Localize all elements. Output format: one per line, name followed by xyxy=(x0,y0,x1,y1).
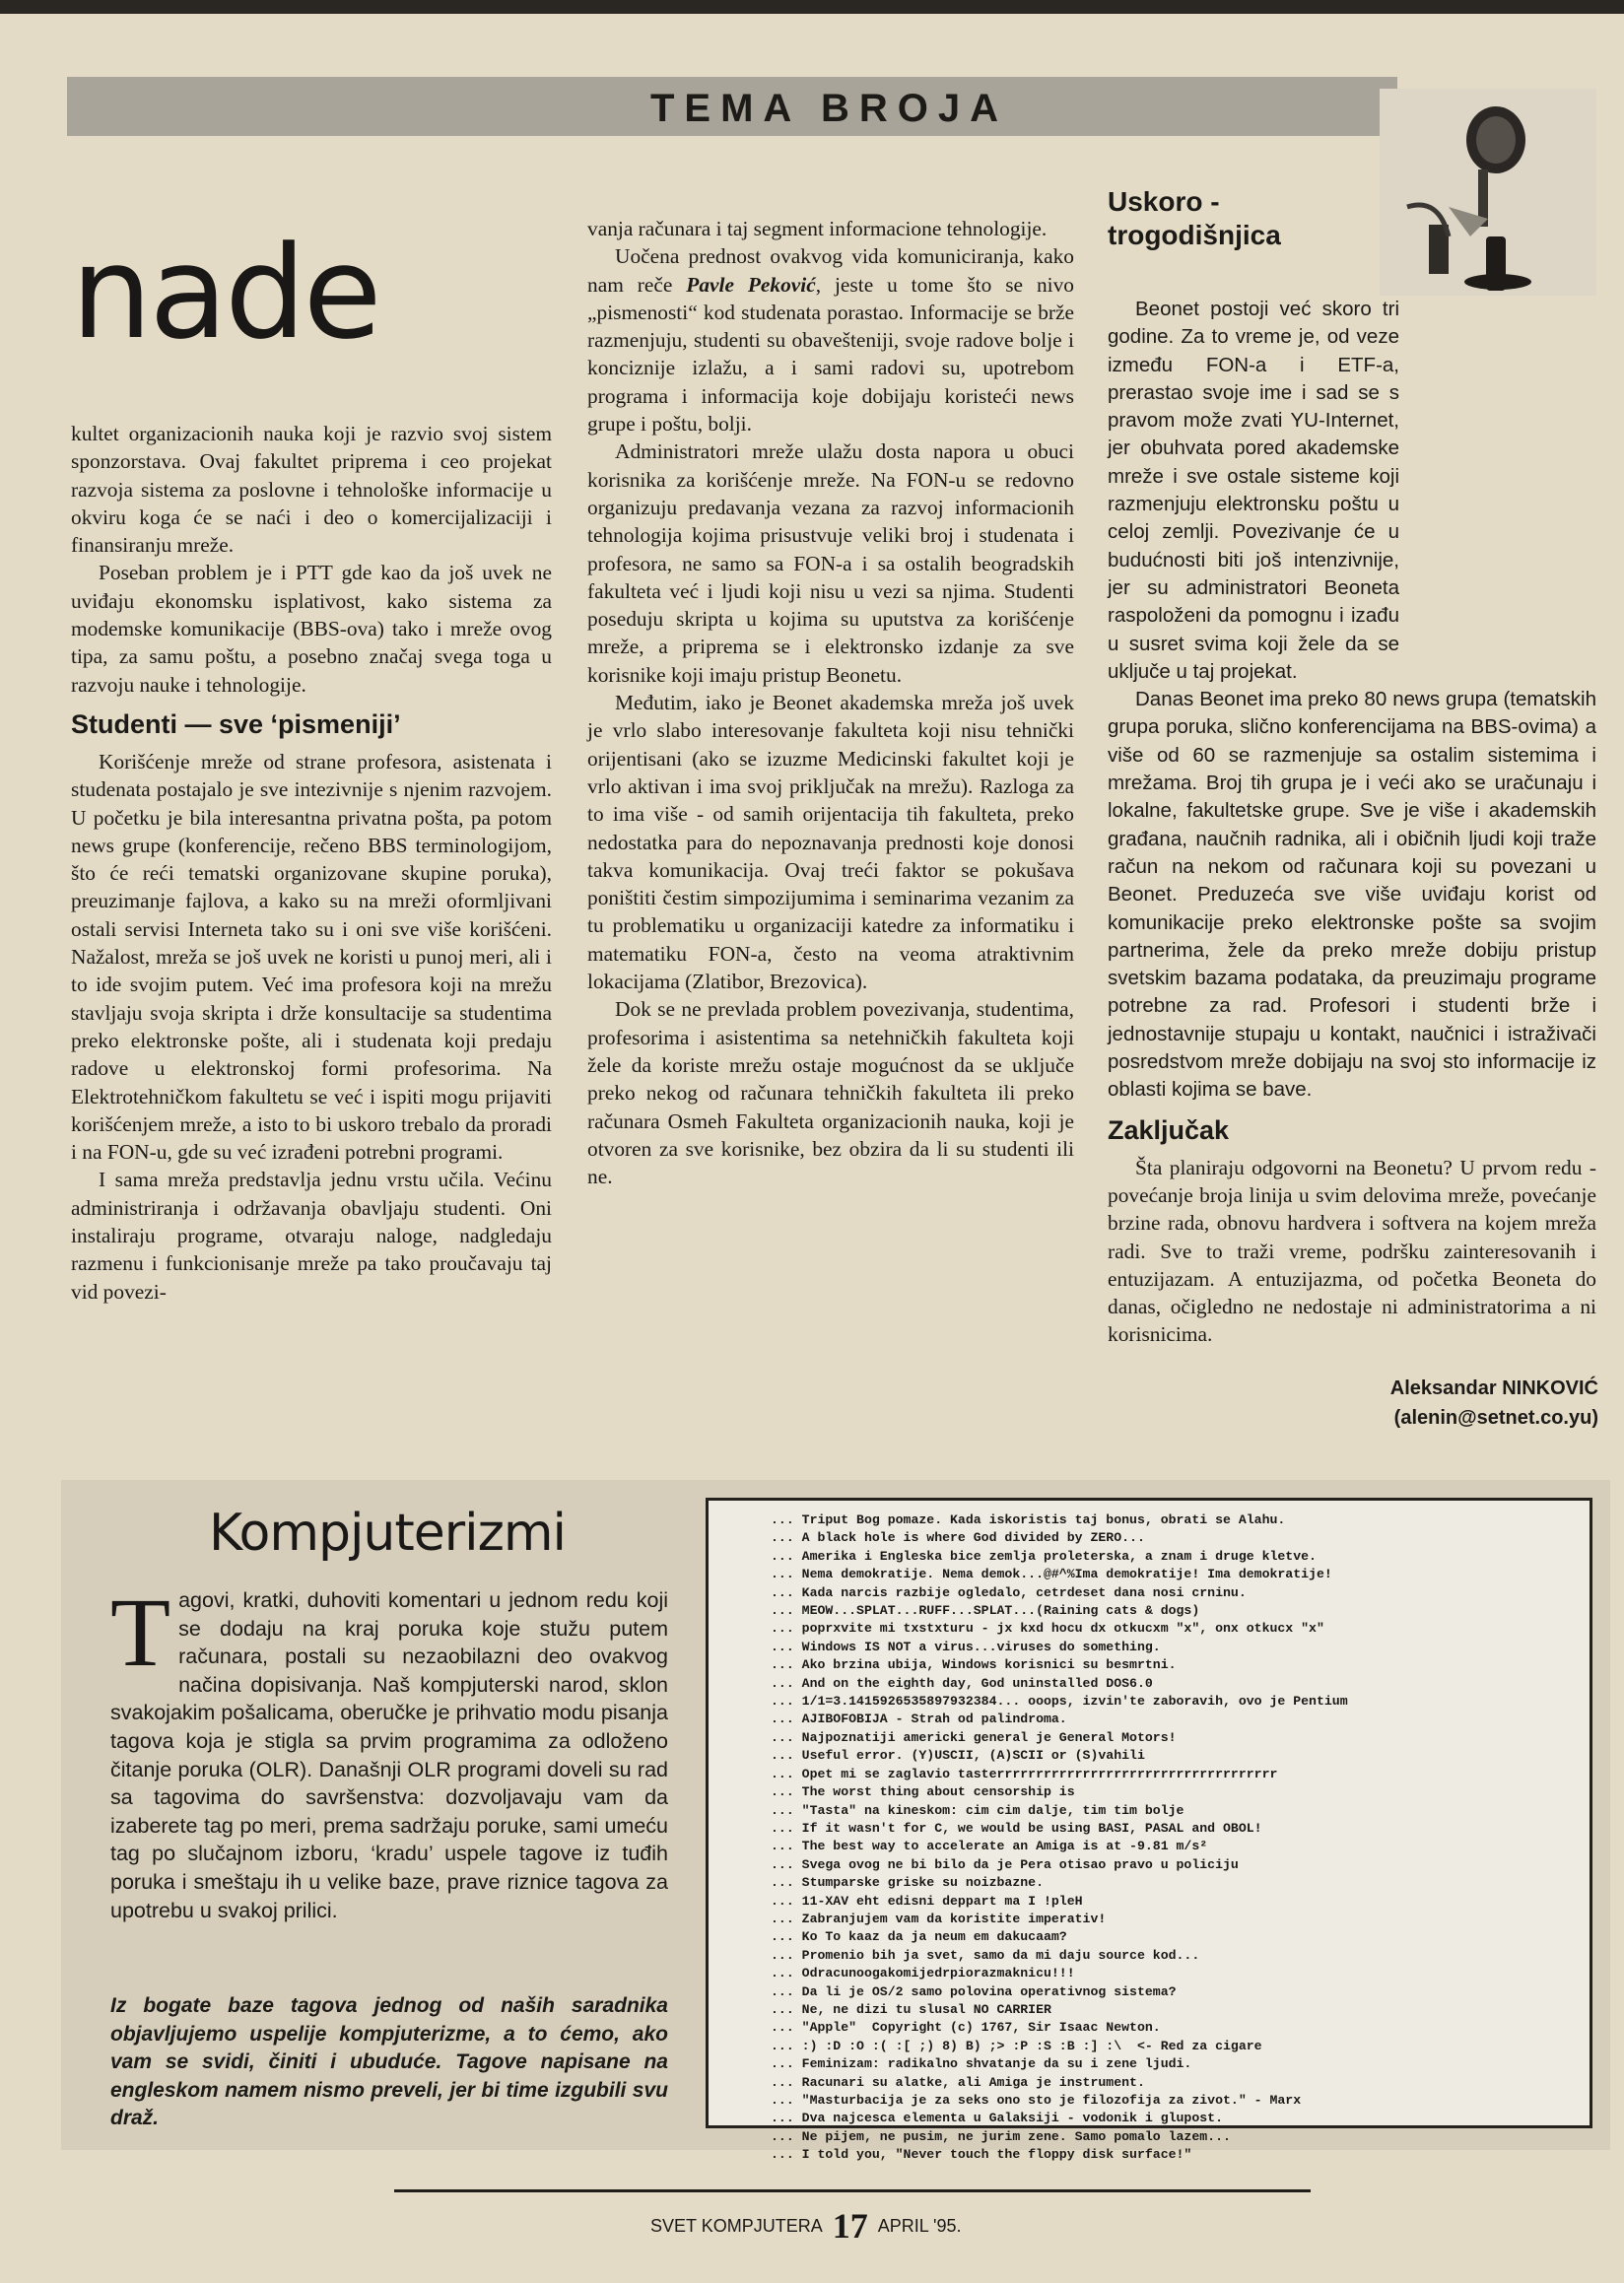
tagline-item: ... Odracunoogakomijedrpiorazmaknicu!!! xyxy=(771,1965,1579,1982)
tagline-item: ... 11-XAV eht edisni deppart ma I !pleH xyxy=(771,1893,1579,1911)
paragraph: Dok se ne prevlada problem povezivanja, studentima, profesorima i asistentima sa netehničkih fakulteta koji žele da koriste mrežu ostaje mogućnost da se uključe preko nekog od računara tehničkih fakulteta ili preko računara Osmeh Fakulteta organizacionih nauka, koji je otvoren za sve korisnike, bez obzira da li su studenti ili ne. xyxy=(587,997,1074,1189)
footer-rule xyxy=(394,2189,1311,2192)
text-run: Uočena prednost ovakvog vida komuniciranja, kako nam reče xyxy=(587,244,1074,297)
tagline-item: ... MEOW...SPLAT...RUFF...SPLAT...(Raining cats & dogs) xyxy=(771,1602,1579,1620)
tagline-item: ... The best way to accelerate an Amiga is at -9.81 m/s² xyxy=(771,1838,1579,1855)
footer-issue: APRIL '95. xyxy=(877,2216,962,2236)
microphone-photo xyxy=(1380,89,1596,296)
tagline-item: ... A black hole is where God divided by ZERO... xyxy=(771,1529,1579,1547)
tagline-item: ... Useful error. (Y)USCII, (A)SCII or (S)vahili xyxy=(771,1747,1579,1765)
tagline-item: ... Da li je OS/2 samo polovina operativnog sistema? xyxy=(771,1983,1579,2001)
paragraph: vanja računara i taj segment informacione tehnologije. xyxy=(587,217,1048,240)
paragraph: Šta planiraju odgovorni na Beonetu? U prvom redu - povećanje broja linija u svim delovima mreže, povećanje brzine rada, obnovu hardvera i softvera na kojem mreža radi. Sve to traži vreme, podršku zainteresovanih i entuzijazam. A entuzijazma, od početka Beoneta do danas, očigledno ne nedostaje ni administratorima a ni korisnicima. xyxy=(1108,1155,1596,1347)
paragraph: Administratori mreže ulažu dosta napora u obuci korisnika za korišćenje mreže. Na FON-u se redovno organizuju predavanja vezana za razvoj informacionih tehnologija kojima prisustvuje veliki broj i studenata i profesora, ne samo sa FON-a i sa ostalih beogradskih fakulteta već i ljudi koji nisu u vezi sa njima. Studenti poseduju skripta u kojima su uputstva za korišćenje mreže, a priprema se i elektronsko izdanje za sve korisnike koji imaju pristup Beonetu. xyxy=(587,439,1074,687)
sidebar-note: Iz bogate baze tagova jednog od naših saradnika objavljujemo uspelije kompjuterizme, a to ćemo, ako vam se svidi, činiti i ubuduće. Tagove napisane na engleskom namem nismo preveli, jer bi time izgubili svu draž. xyxy=(110,1994,668,2129)
page-footer xyxy=(650,2205,962,2247)
paragraph: kultet organizacionih nauka koji je razvio svoj sistem sponzorstava. Ovaj fakultet priprema i ceo projekat razvoja sistema za poslovne i tehnološke informacije u okviru koga će se naći i deo o komercijalizaciji i finansiranju mreže. xyxy=(71,422,552,558)
footer-magazine: SVET KOMPJUTERA xyxy=(650,2216,823,2236)
section-title: TEMA BROJA xyxy=(650,87,1008,130)
text-run: , jeste u tome što se nivo „pismenosti“ kod studenata porastao. Informacije se brže razmenjuju, studenti su obavešteniji, svoje radove bolje i konciznije izlažu, a i sami radovi su, upotrebom programa i informacija koje dobijaju koristeći news grupe i poštu, bolji. xyxy=(587,272,1074,436)
subheading-zakljucak: Zaključak xyxy=(1108,1114,1230,1145)
top-edge xyxy=(0,0,1624,14)
author-first-name: Aleksandar xyxy=(1389,1377,1497,1399)
tagline-item: ... poprxvite mi txstxturu - jx kxd hocu dx otkucxm "x", onx otkucx "x" xyxy=(771,1620,1579,1638)
tagline-item: ... AJIBOFOBIJA - Strah od palindroma. xyxy=(771,1711,1579,1728)
sidebar-body xyxy=(110,1578,668,1924)
tagline-item: ... I told you, "Never touch the floppy disk surface!" xyxy=(771,2146,1579,2164)
tagline-item: ... "Tasta" na kineskom: cim cim dalje, tim tim bolje xyxy=(771,1802,1579,1820)
person-name: Pavle Peković xyxy=(686,272,816,297)
paragraph: Međutim, iako je Beonet akademska mreža još uvek je vrlo slabo interesovanje fakulteta koji nisu tehnički orijentisani (ako se izuzme Medicinski fakultet koji je vrlo aktivan i ima svoj priključak na mrežu). Razloga za to ima više - od samih orijentacija tih fakulteta, preko nedostatka para do nepoznavanja prednosti koje donosi takva komunikacija. Ovaj treći faktor se pokušava poništiti čestim simpozijumima i seminarima vezanim za tu problematiku u organizaciji katedre za informatiku i matematiku FON-a, često na veoma atraktivnim lokacijama (Zlatibor, Brezovica). xyxy=(587,691,1074,994)
tagline-item: ... Zabranjujem vam da koristite imperativ! xyxy=(771,1911,1579,1928)
drop-cap: T xyxy=(110,1578,171,1687)
author-signature xyxy=(1281,1374,1598,1433)
paragraph: I sama mreža predstavlja jednu vrstu učila. Većinu administriranja i održavanja obavljaju studenti. Oni instaliraju programe, otvaraju naloge, nadgledaju razmenu i funkcionisanje mreže pa tako proučavaju taj vid povezi- xyxy=(71,1168,552,1304)
tagline-item: ... Svega ovog ne bi bilo da je Pera otisao pravo u policiju xyxy=(771,1856,1579,1874)
author-last-name: NINKOVIĆ xyxy=(1502,1377,1598,1399)
tagline-item: ... Kada narcis razbije ogledalo, cetrdeset dana nosi crninu. xyxy=(771,1584,1579,1602)
taglines-list xyxy=(771,1511,1579,2165)
tagline-item: ... If it wasn't for C, we would be using BASI, PASAL and OBOL! xyxy=(771,1820,1579,1838)
subheading-studenti: Studenti — sve ‘pismeniji’ xyxy=(71,708,401,739)
tagline-item: ... Windows IS NOT a virus...viruses do something. xyxy=(771,1639,1579,1656)
subheading-trogodisnjica: Uskoro - trogodišnjica xyxy=(1108,186,1281,250)
tagline-item: ... Triput Bog pomaze. Kada iskoristis taj bonus, obrati se Alahu. xyxy=(771,1511,1579,1529)
tagline-item: ... Stumparske griske su noizbazne. xyxy=(771,1874,1579,1892)
tagline-item: ... Nema demokratije. Nema demok...@#^%Ima demokratije! Ima demokratije! xyxy=(771,1566,1579,1583)
tagline-item: ... Racunari su alatke, ali Amiga je instrument. xyxy=(771,2074,1579,2092)
tagline-item: ... Ko To kaaz da ja neum em dakucaam? xyxy=(771,1928,1579,1946)
sidebar-title: Kompjuterizmi xyxy=(209,1504,566,1563)
tagline-item: ... Ne pijem, ne pusim, ne jurim zene. Samo pomalo lazem... xyxy=(771,2128,1579,2146)
article-column-2 xyxy=(587,215,1074,1190)
page-number: 17 xyxy=(832,2206,868,2246)
article-column-1 xyxy=(71,420,552,1306)
paragraph: Danas Beonet ima preko 80 news grupa (tematskih grupa poruka, slično konferencijama na BBS-ovima) a više od 60 se razmenjuje sa ostalim sistemima i mrežama. Broj tih grupa je i veći ako se uračunaju i lokalne, fakultetske grupe. Sve je više i akademskih građana, naučnih radnika, ali i običnih ljudi koji traže račun na nekom od računara koji su povezani u Beonet. Preduzeća sve više uviđaju korist od komunikacije preko elektronske pošte sa svojim partnerima, žele da preko mreže dobiju pristup svetskim bazama podataka, da preuzimaju programe potrebne za rad. Profesori i studenti brže i jednostavnije stupaju u kontakt, naučnici i istraživači posredstvom mreže dobijaju na svoj sto informacije iz oblasti kojima se bave. xyxy=(1108,688,1596,1102)
tagline-item: ... 1/1=3.1415926535897932384... ooops, izvin'te zaboravih, ovo je Pentium xyxy=(771,1693,1579,1711)
tagline-item: ... Ako brzina ubija, Windows korisnici su besmrtni. xyxy=(771,1656,1579,1674)
tagline-item: ... And on the eighth day, God uninstalled DOS6.0 xyxy=(771,1675,1579,1693)
tagline-item: ... Promenio bih ja svet, samo da mi daju source kod... xyxy=(771,1947,1579,1965)
tagline-item: ... Najpoznatiji americki general je General Motors! xyxy=(771,1729,1579,1747)
tagline-item: ... Dva najcesca elementa u Galaksiji - vodonik i glupost. xyxy=(771,2110,1579,2127)
tagline-item: ... :) :D :O :( :[ ;) 8) B) ;> :P :S :B :] :\ <- Red za cigare xyxy=(771,2038,1579,2055)
paragraph xyxy=(587,242,1074,437)
article-column-3 xyxy=(1108,296,1596,1349)
tagline-item: ... "Apple" Copyright (c) 1767, Sir Isaac Newton. xyxy=(771,2019,1579,2037)
text-run: agovi, kratki, duhoviti komentari u jednom redu koji se dodaju na kraj poruka koje stužu putem računara, postali su nezaobilazni deo ovakvog načina dopisivanja. Naš kompjuterski narod, sklon svakojakim pošalicama, oberučke je prihvatio modu pisanja tagova koja je stigla sa prvim programima za odloženo čitanje poruka (OLR). Današnji OLR programi doveli su rad sa tagovima do savršenstva: dozvoljavaju vam da izaberete tag po meri, prema sadržaju poruke, sami umeću tag po slučajnom izboru, ‘kradu’ uspele tagove iz tuđih poruka i smeštaju ih u velike baze, prave riznice tagova za upotrebu u svakoj prilici. xyxy=(110,1588,668,1922)
tagline-item: ... Feminizam: radikalno shvatanje da su i zene ljudi. xyxy=(771,2055,1579,2073)
paragraph: Beonet postoji već skoro tri godine. Za to vreme je, od veze između FON-a i ETF-a, prerastao svoje ime i sad se s pravom može zvati YU-Internet, jer obuhvata pored akademske mreže i sve ostale sisteme koji razmenjuju elektronsku poštu u celoj zemlji. Povezivanje će u budućnosti biti još intenzivnije, jer su administratori Beoneta raspoloženi da pomognu i izađu u susret svima koji žele da se uključe u taj projekat. xyxy=(1108,298,1399,683)
paragraph: Poseban problem je i PTT gde kao da još uvek ne uviđaju ekonomsku isplativost, kako sistema za modemske komunikacije (BBS-ova) tako i mreže ovog tipa, za samu poštu, a posebno značaj svega toga u razvoju nauke i tehnologije. xyxy=(71,561,552,697)
article-headline: nade xyxy=(71,218,379,368)
tagline-item: ... Ne, ne dizi tu slusal NO CARRIER xyxy=(771,2001,1579,2019)
tagline-item: ... Opet mi se zaglavio tasterrrrrrrrrrrrrrrrrrrrrrrrrrrrrrrrrrrr xyxy=(771,1766,1579,1783)
tagline-item: ... The worst thing about censorship is xyxy=(771,1783,1579,1801)
paragraph: Korišćenje mreže od strane profesora, asistenata i studenata postajalo je sve intezivnije s njenim razvojem. U početku je bila interesantna privatna pošta, pa potom news grupe (konferencije, rečeno BBS terminologijom, što će reći tematski organizovane skupine poruka), preuzimanje fajlova, a kako su na mreži oformljivani ostali servisi Interneta tako su i oni sve više korišćeni. Nažalost, mreža se još uvek ne koristi u punoj meri, ali i to ide svojim putem. Već ima profesora koji na mrežu stavljaju svoja skripta i drže konsultacije sa studentima preko elektronske pošte, ali i studenata koji predaju radove u elektronskoj formi profesorima. Na Elektrotehničkom fakultetu se već i ispiti mogu prijaviti korišćenjem mreže, a isto to bi uskoro trebalo da proradi i na FON-u, gde su već izrađeni potrebni programi. xyxy=(71,749,552,1165)
sidebar-paragraph xyxy=(110,1578,668,1924)
author-name xyxy=(1281,1374,1598,1403)
tagline-item: ... Amerika i Engleska bice zemlja proleterska, a znam i druge kletve. xyxy=(771,1548,1579,1566)
author-email: (alenin@setnet.co.yu) xyxy=(1393,1407,1598,1429)
tagline-item: ... "Masturbacija je za seks ono sto je filozofija za zivot." - Marx xyxy=(771,2092,1579,2110)
